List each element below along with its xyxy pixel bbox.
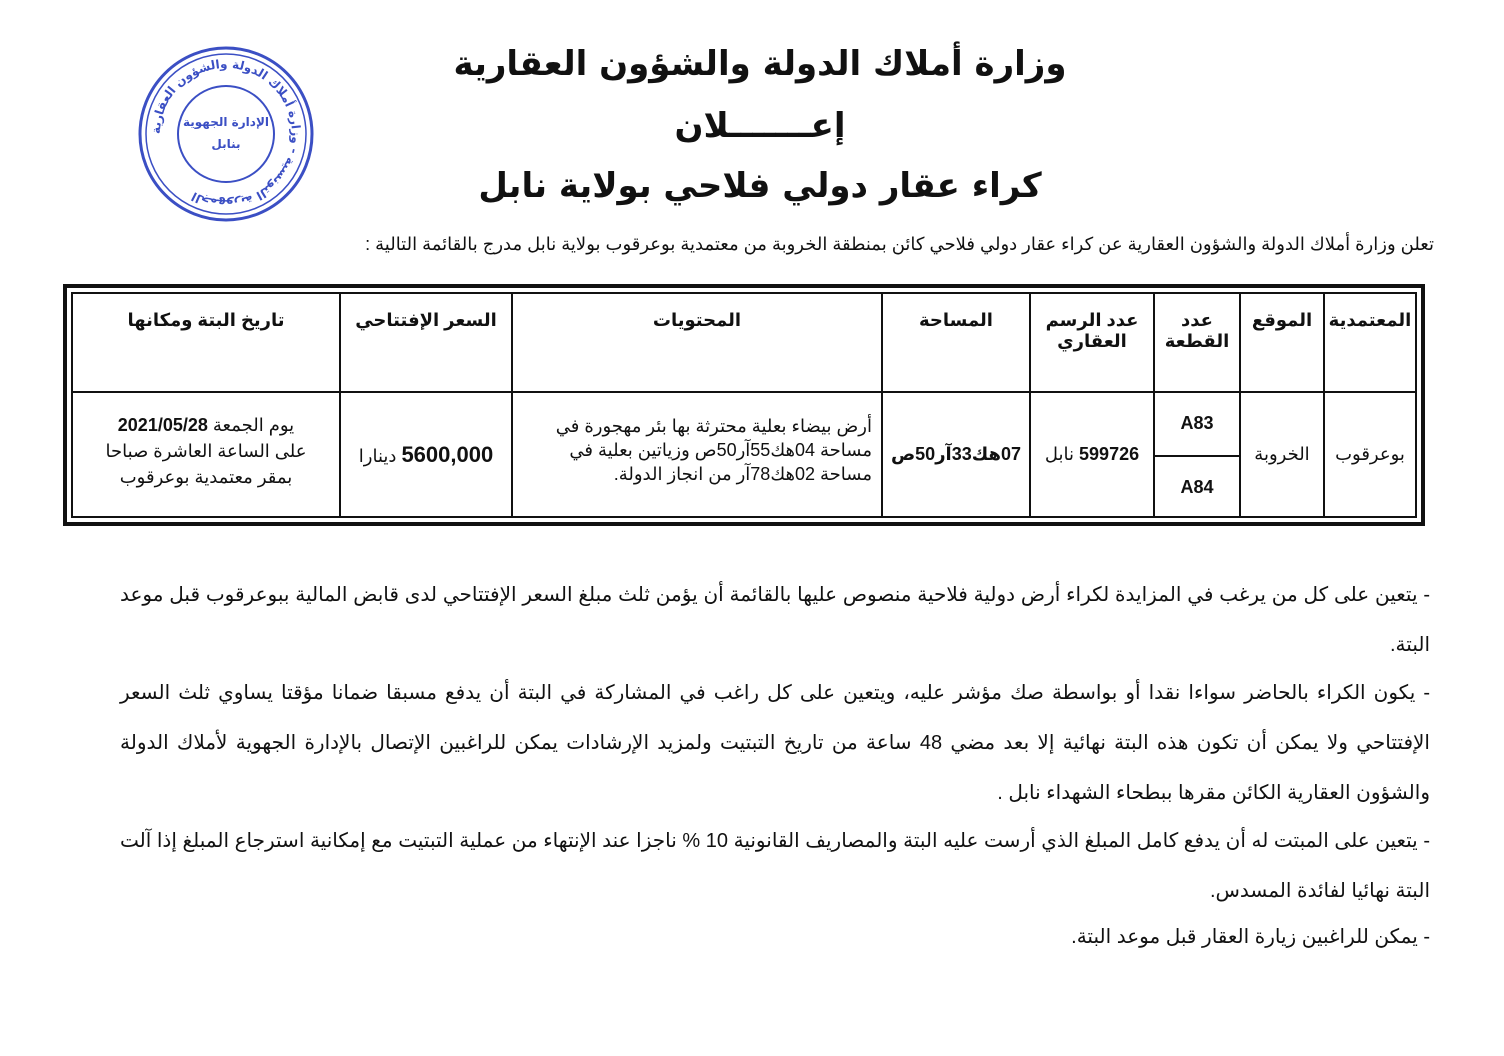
parcel-a83: A83 — [1155, 393, 1239, 457]
date-value: 2021/05/28 — [117, 415, 208, 435]
header-contents: المحتويات — [512, 293, 882, 392]
cell-area: 07هك33آر50ص — [882, 392, 1030, 517]
seal-ring-text: الجمهورية التونسية - وزارة أملاك الدولة والشؤون العقارية — [148, 56, 304, 212]
ministry-title: وزارة أملاك الدولة والشؤون العقارية — [453, 44, 1067, 84]
condition-paragraph-3: - يتعين على المبتت له أن يدفع كامل المبلغ الذي أرست عليه البتة والمصاريف القانونية 10 % ناجزا عند الإنتهاء من عملية التبتيت مع إمكانية استرجاع المبلغ إذا آلت البتة نهائيا لفائدة المسدس. — [120, 830, 1431, 902]
cell-location: الخروبة — [1240, 392, 1324, 517]
announcement-heading: إعـــــــلان — [674, 106, 846, 146]
property-table — [63, 284, 1425, 526]
title-number-value: 599726 — [1079, 444, 1140, 464]
cell-title-number — [1030, 392, 1154, 517]
subject-heading: كراء عقار دولي فلاحي بولاية نابل — [478, 166, 1042, 206]
header-opening-price: السعر الإفتتاحي — [340, 293, 512, 392]
contents-text: أرض بيضاء بعلية محترثة بها بئر مهجورة في مساحة 04هك55آر50ص وزياتين بعلية في مساحة 02هك78آر من انجاز الدولة. — [555, 416, 872, 484]
header-parcel-count: عدد القطعة — [1154, 293, 1240, 392]
seal-center-line1: الإدارة الجهوية — [183, 115, 269, 129]
cell-auction-date — [72, 392, 340, 517]
header-area: المساحة — [882, 293, 1030, 392]
condition-paragraph-4: - يمكن للراغبين زيارة العقار قبل موعد البتة. — [1071, 926, 1430, 948]
svg-text:الجمهورية التونسية - وزارة أمل — [149, 57, 303, 211]
date-day: يوم الجمعة — [212, 415, 295, 435]
cell-opening-price — [340, 392, 512, 517]
price-value: 5600,000 — [401, 441, 494, 467]
cell-delegation: بوعرقوب — [1324, 392, 1416, 517]
date-place: بمقر معتمدية بوعرقوب — [119, 467, 293, 487]
official-seal — [136, 44, 316, 224]
seal-center-line2: بنابل — [211, 137, 241, 151]
table-row — [72, 392, 1416, 517]
cell-parcels — [1154, 392, 1240, 517]
header-delegation: المعتمدية — [1324, 293, 1416, 392]
title-number-suffix: نابل — [1044, 444, 1075, 464]
table-header-row — [72, 293, 1416, 392]
header-title-number: عدد الرسم العقاري — [1030, 293, 1154, 392]
intro-text: تعلن وزارة أملاك الدولة والشؤون العقارية عن كراء عقار دولي فلاحي كائن بمنطقة الخروبة من معتمدية بوعرقوب بولاية نابل مدرج بالقائمة التالية : — [365, 234, 1434, 254]
header-auction-date: تاريخ البتة ومكانها — [72, 293, 340, 392]
header-location: الموقع — [1240, 293, 1324, 392]
date-time: على الساعة العاشرة صباحا — [105, 441, 307, 461]
price-unit: دينارا — [358, 445, 397, 466]
condition-paragraph-1: - يتعين على كل من يرغب في المزايدة لكراء أرض دولية فلاحية منصوص عليها بالقائمة أن يؤمن ثلث مبلغ السعر الإفتتاحي لدى قابض المالية ببوعرقوب قبل موعد البتة. — [120, 584, 1430, 656]
condition-paragraph-2: - يكون الكراء بالحاضر سواءا نقدا أو بواسطة صك مؤشر عليه، ويتعين على كل راغب في المشاركة في البتة أن يدفع مسبقا ضمانا مؤقتا يساوي ثلث السعر الإفتتاحي ولا يمكن أن تكون هذه البتة نهائية إلا بعد مضي 48 ساعة من تاريخ التبتيت ولمزيد الإرشادات يمكن للراغبين الإتصال بالإدارة الجهوية لأملاك الدولة والشؤون العقارية الكائن مقرها ببطحاء الشهداء نابل . — [120, 682, 1430, 804]
parcel-a84: A84 — [1180, 476, 1214, 497]
cell-contents — [512, 392, 882, 517]
